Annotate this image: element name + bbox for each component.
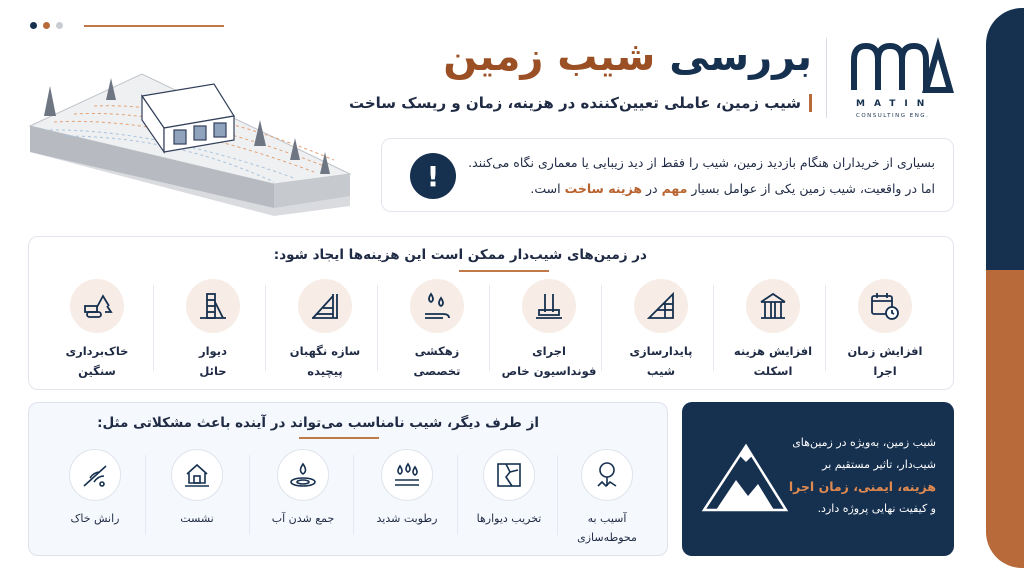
matin-logo-icon	[846, 34, 956, 120]
building-frame-icon	[746, 279, 800, 333]
exclamation-icon: !	[410, 153, 456, 199]
summary-line: شیب‌دار، تاثیر مستقیم بر	[822, 458, 936, 471]
cost-item	[387, 279, 487, 381]
house-slope-illustration	[24, 56, 354, 232]
cost-item	[275, 279, 375, 381]
cost-label: اسکلت	[753, 364, 793, 378]
title-part-2: شیب زمین	[443, 34, 656, 80]
intro-callout	[381, 138, 954, 212]
moisture-icon	[381, 449, 433, 501]
item-divider	[489, 285, 490, 371]
callout-line-1: بسیاری از خریداران هنگام بازدید زمین، شیب را فقط از دید زیبایی یا معماری نگاه می‌کنند.	[468, 155, 935, 170]
item-divider	[377, 285, 378, 371]
page-subtitle: شیب زمین، عاملی تعیین‌کننده در هزینه، زمان و ریسک ساخت	[349, 94, 812, 112]
cost-label: حائل	[199, 364, 227, 378]
logo-tagline: CONSULTING ENG.	[856, 113, 930, 119]
cost-label: افزایش زمان	[847, 344, 923, 358]
callout-text: در	[646, 181, 658, 196]
problem-label: رانش خاک	[70, 512, 120, 525]
cost-label: دیوار	[199, 344, 227, 358]
cost-label: افزایش هزینه	[733, 344, 813, 358]
cost-label: تخصصی	[413, 364, 461, 378]
retaining-wall-icon	[186, 279, 240, 333]
item-divider	[457, 455, 458, 535]
problems-panel	[28, 402, 668, 556]
water-pooling-icon	[277, 449, 329, 501]
decorative-line	[84, 25, 224, 27]
summary-text	[786, 432, 936, 520]
header-divider	[826, 38, 827, 118]
problem-label: رطوبت شدید	[376, 512, 438, 525]
company-logo	[846, 34, 956, 120]
problem-label: محوطه‌سازی	[577, 531, 637, 544]
costs-heading: در زمین‌های شیب‌دار ممکن است این هزینه‌ها ایجاد شود:	[273, 247, 647, 263]
problem-item	[47, 449, 143, 528]
heading-underline	[299, 437, 379, 439]
mountain-icon	[700, 438, 790, 518]
cost-label: پیچیده	[307, 364, 343, 378]
summary-highlight: هزینه، ایمنی، زمان اجرا	[788, 479, 936, 494]
cost-label: فونداسیون خاص	[501, 364, 597, 378]
item-divider	[249, 455, 250, 535]
problem-label: تخریب دیوارها	[476, 512, 542, 525]
cost-label: اجرا	[873, 364, 897, 378]
callout-highlight-important: مهم	[661, 181, 688, 196]
cracked-wall-icon	[483, 449, 535, 501]
problem-item	[255, 449, 351, 528]
side-decoration	[986, 8, 1024, 568]
problem-label: جمع شدن آب	[271, 512, 335, 525]
problem-item	[359, 449, 455, 528]
item-divider	[145, 455, 146, 535]
summary-panel	[682, 402, 954, 556]
item-divider	[557, 455, 558, 535]
cost-item	[499, 279, 599, 381]
item-divider	[825, 285, 826, 371]
logo-name: MATIN	[856, 99, 934, 109]
title-part-1: بررسی	[669, 34, 812, 80]
house-settlement-icon	[171, 449, 223, 501]
summary-line: و کیفیت نهایی پروژه دارد.	[817, 502, 936, 515]
problem-item	[149, 449, 245, 528]
item-divider	[353, 455, 354, 535]
cost-label: خاک‌برداری	[65, 344, 129, 358]
summary-line: شیب زمین، به‌ویژه در زمین‌های	[792, 436, 936, 449]
callout-text: است.	[530, 181, 561, 196]
cost-label: سازه نگهبان	[289, 344, 361, 358]
retaining-structure-icon	[298, 279, 352, 333]
item-divider	[601, 285, 602, 371]
cost-item	[163, 279, 263, 381]
item-divider	[713, 285, 714, 371]
tree-damage-icon	[581, 449, 633, 501]
callout-line-2	[530, 181, 935, 196]
heading-underline	[459, 270, 549, 272]
problem-label: آسیب به	[587, 512, 627, 525]
calendar-clock-icon	[858, 279, 912, 333]
foundation-pile-icon	[522, 279, 576, 333]
excavator-icon	[70, 279, 124, 333]
problem-label: نشست	[180, 512, 214, 525]
item-divider	[265, 285, 266, 371]
drainage-icon	[410, 279, 464, 333]
problem-item	[461, 449, 557, 528]
cost-item	[611, 279, 711, 381]
item-divider	[153, 285, 154, 371]
cost-item	[835, 279, 935, 381]
cost-item	[47, 279, 147, 381]
cost-label: اجرای	[532, 344, 566, 358]
costs-panel	[28, 236, 954, 390]
slope-stabilization-icon	[634, 279, 688, 333]
problem-item	[559, 449, 655, 547]
callout-highlight-cost: هزینه ساخت	[564, 181, 643, 196]
landslide-icon	[69, 449, 121, 501]
cost-item	[723, 279, 823, 381]
problems-heading: از طرف دیگر، شیب نامناسب می‌تواند در آینده باعث مشکلاتی مثل:	[97, 415, 539, 431]
page-title	[443, 34, 812, 80]
decorative-dots	[30, 22, 63, 29]
cost-label: سنگین	[78, 364, 116, 378]
callout-text: اما در واقعیت، شیب زمین یکی از عوامل بسیار	[691, 181, 935, 196]
cost-label: پایدارسازی	[629, 344, 693, 358]
cost-label: زهکشی	[414, 344, 460, 358]
cost-label: شیب	[646, 364, 676, 378]
